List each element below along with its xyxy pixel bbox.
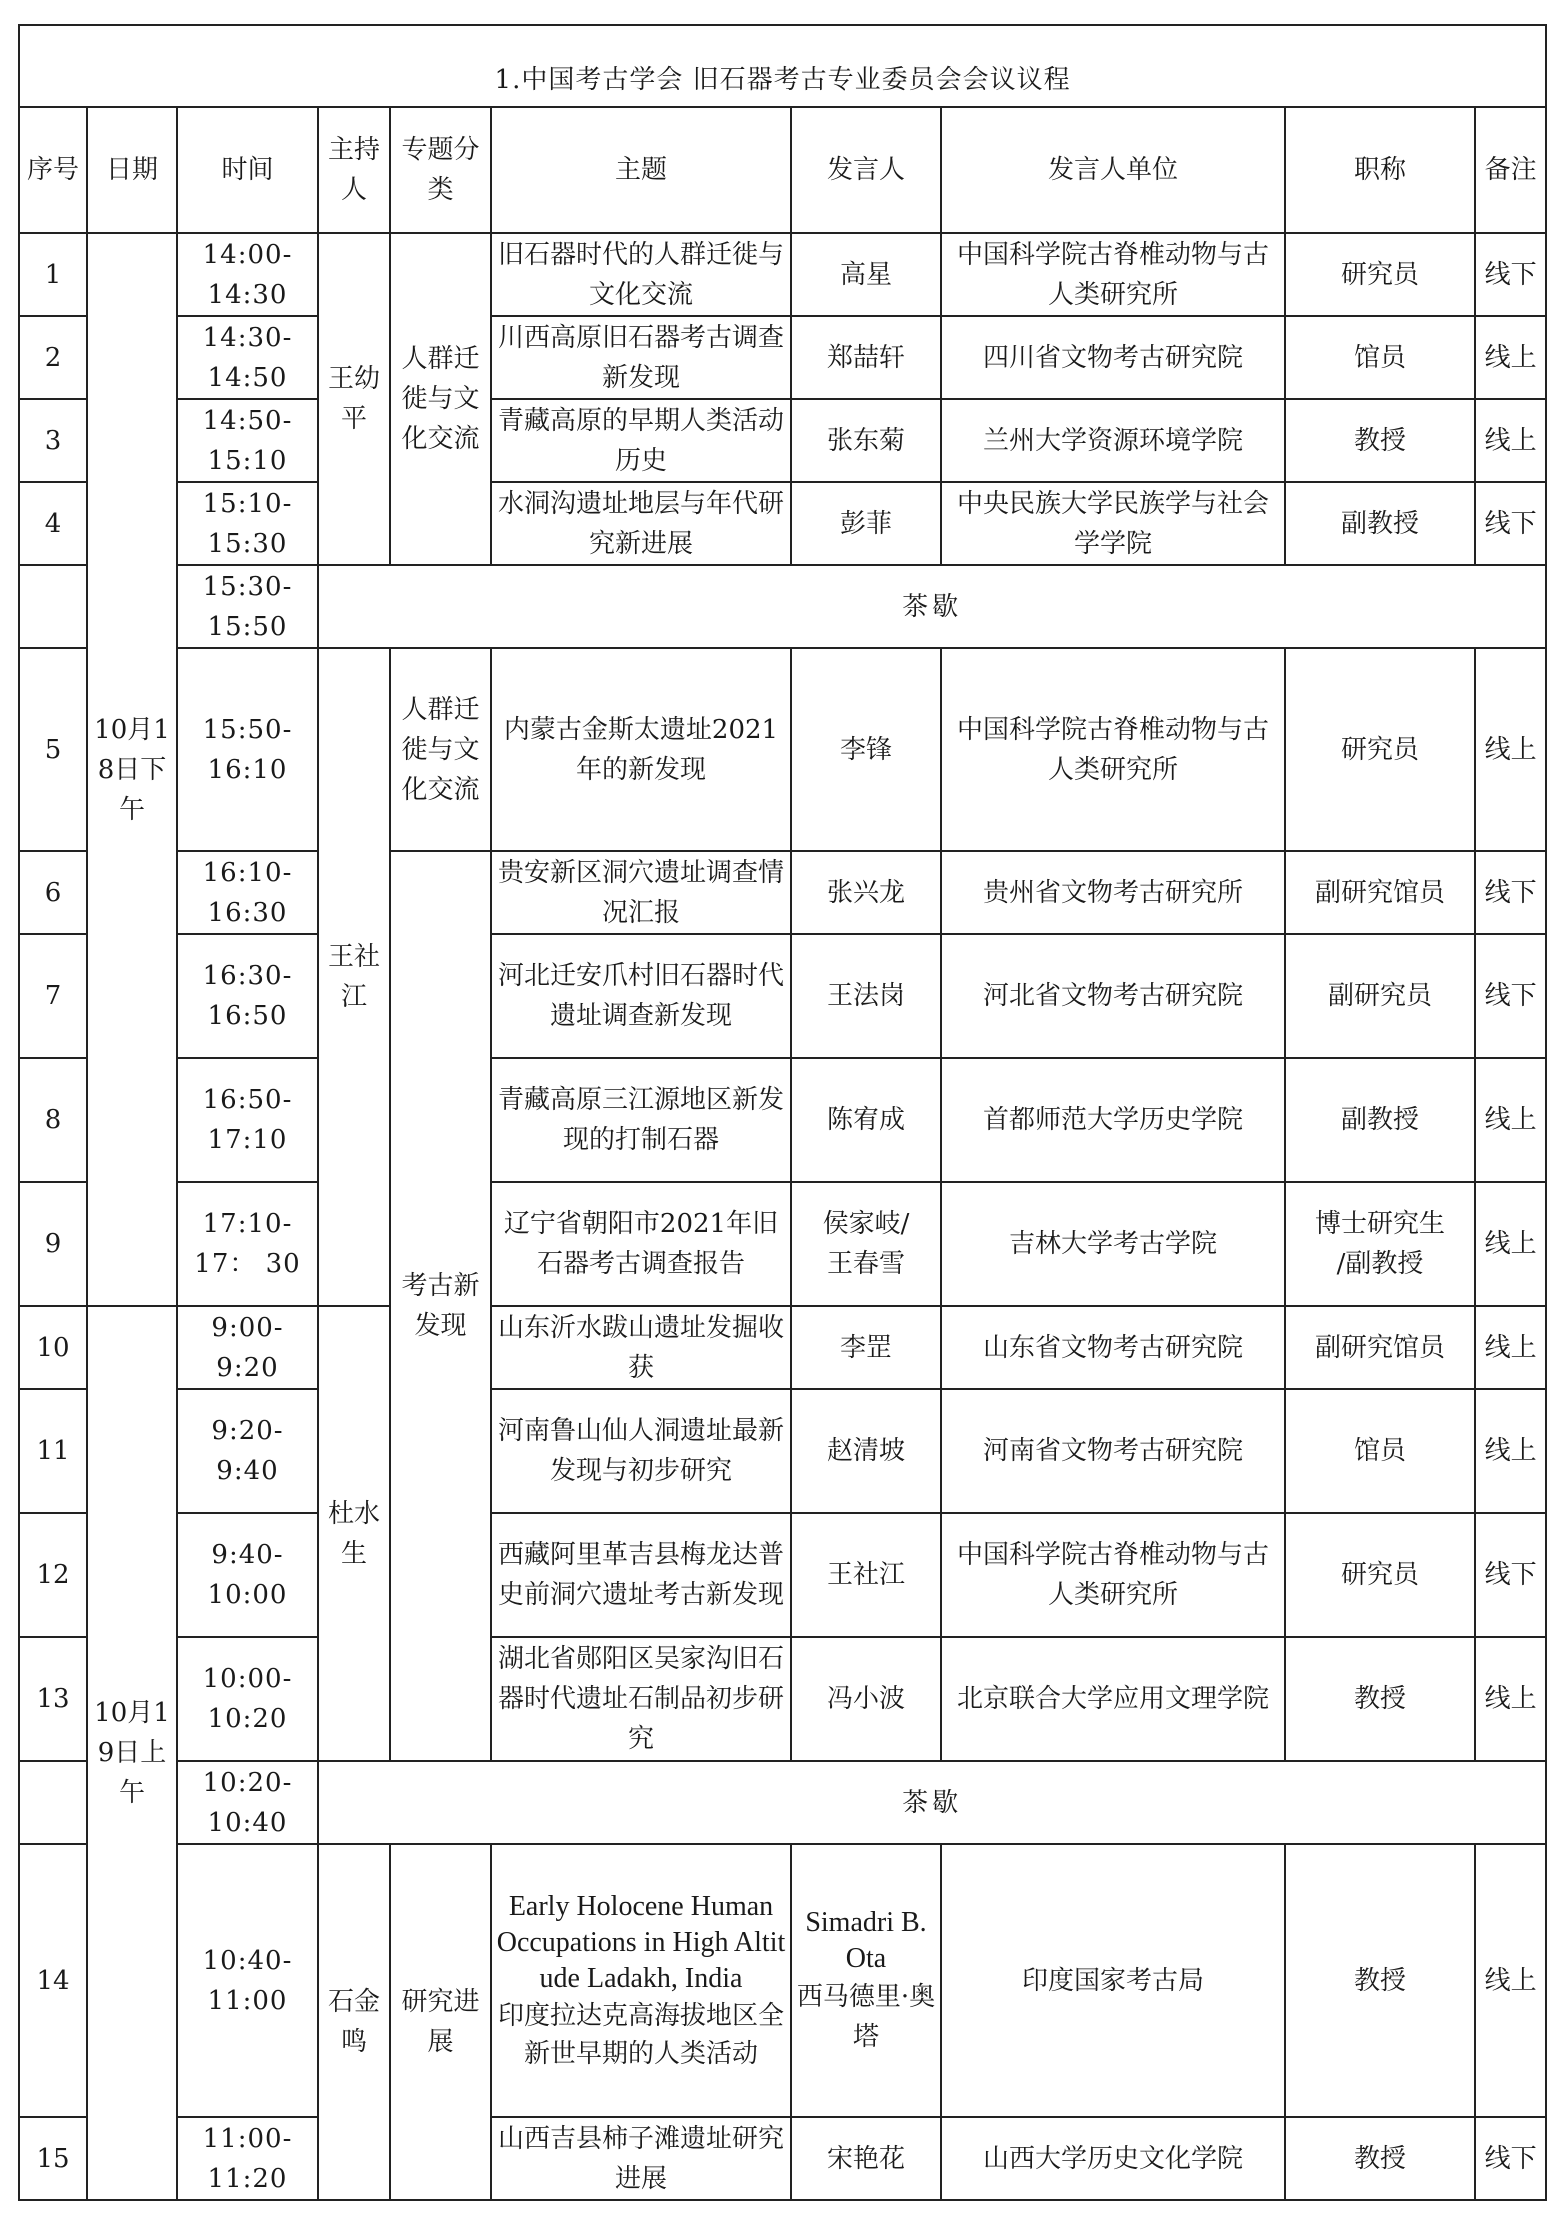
- table-row: [19, 1182, 1546, 1306]
- cell-no: [19, 565, 87, 648]
- cell-unit: 山西大学历史文化学院: [941, 2117, 1285, 2200]
- table-row: [19, 2117, 1546, 2200]
- host-cell: 王社江: [318, 648, 390, 1306]
- cell-no: 4: [19, 482, 87, 565]
- cell-remark: 线上: [1475, 1058, 1546, 1182]
- cell-rank: 教授: [1285, 2117, 1475, 2200]
- cell-topic: 西藏阿里革吉县梅龙达普史前洞穴遗址考古新发现: [491, 1513, 791, 1637]
- cell-unit: 中央民族大学民族学与社会学学院: [941, 482, 1285, 565]
- cell-no: 1: [19, 233, 87, 316]
- date-cell-oct18: 10月18日下午: [87, 233, 177, 1306]
- cell-rank: 教授: [1285, 399, 1475, 482]
- cell-topic: 河南鲁山仙人洞遗址最新发现与初步研究: [491, 1389, 791, 1513]
- cell-time: 10:00- 10:20: [177, 1637, 318, 1761]
- cell-topic: 水洞沟遗址地层与年代研究新进展: [491, 482, 791, 565]
- cell-unit: 中国科学院古脊椎动物与古人类研究所: [941, 1513, 1285, 1637]
- topic-chinese: 印度拉达克高海拔地区全新世早期的人类活动: [497, 2000, 784, 2069]
- cell-time: 15:50- 16:10: [177, 648, 318, 851]
- cell-rank: 馆员: [1285, 1389, 1475, 1513]
- cell-remark: 线下: [1475, 851, 1546, 934]
- cell-rank: 副教授: [1285, 482, 1475, 565]
- cell-unit: 中国科学院古脊椎动物与古人类研究所: [941, 233, 1285, 316]
- cell-no: 15: [19, 2117, 87, 2200]
- cell-remark: 线下: [1475, 934, 1546, 1058]
- cell-no: 3: [19, 399, 87, 482]
- cell-speaker: 侯家岐/ 王春雪: [791, 1182, 941, 1306]
- cell-time: 16:30- 16:50: [177, 934, 318, 1058]
- host-cell: 石金鸣: [318, 1844, 390, 2200]
- cell-speaker: 李锋: [791, 648, 941, 851]
- cell-topic: 青藏高原的早期人类活动历史: [491, 399, 791, 482]
- tea-break-label: 茶歇: [318, 1761, 1546, 1844]
- cell-topic: 辽宁省朝阳市2021年旧石器考古调查报告: [491, 1182, 791, 1306]
- cell-time: 10:40- 11:00: [177, 1844, 318, 2117]
- cell-speaker: 赵清坡: [791, 1389, 941, 1513]
- cell-speaker: 李罡: [791, 1306, 941, 1389]
- table-row: [19, 1844, 1546, 2117]
- cell-rank: 研究员: [1285, 1513, 1475, 1637]
- speaker-english: Simadri B. Ota: [805, 1906, 927, 1974]
- cell-speaker: 张兴龙: [791, 851, 941, 934]
- cell-rank: 教授: [1285, 1637, 1475, 1761]
- cell-unit: 首都师范大学历史学院: [941, 1058, 1285, 1182]
- cell-no: 11: [19, 1389, 87, 1513]
- cell-time: 9:00- 9:20: [177, 1306, 318, 1389]
- cell-rank: 研究员: [1285, 648, 1475, 851]
- cell-speaker: 陈宥成: [791, 1058, 941, 1182]
- tea-break-label: 茶歇: [318, 565, 1546, 648]
- cell-remark: 线下: [1475, 482, 1546, 565]
- cell-speaker: [791, 1844, 941, 2117]
- cell-remark: 线上: [1475, 1844, 1546, 2117]
- cell-speaker: 王社江: [791, 1513, 941, 1637]
- cell-speaker: 张东菊: [791, 399, 941, 482]
- header-topic: 主题: [491, 107, 791, 233]
- category-cell: 考古新发现: [390, 851, 491, 1761]
- cell-remark: 线上: [1475, 1306, 1546, 1389]
- cell-speaker: 王法岗: [791, 934, 941, 1058]
- cell-remark: 线下: [1475, 2117, 1546, 2200]
- cell-topic: 山西吉县柿子滩遗址研究进展: [491, 2117, 791, 2200]
- cell-topic: 贵安新区洞穴遗址调查情况汇报: [491, 851, 791, 934]
- agenda-table: [18, 24, 1547, 2201]
- cell-time: 14:00- 14:30: [177, 233, 318, 316]
- cell-no: 6: [19, 851, 87, 934]
- cell-no: 5: [19, 648, 87, 851]
- cell-remark: 线下: [1475, 233, 1546, 316]
- cell-remark: 线上: [1475, 648, 1546, 851]
- speaker-chinese: 西马德里·奥塔: [796, 1981, 936, 2052]
- cell-topic: [491, 1844, 791, 2117]
- cell-unit: 印度国家考古局: [941, 1844, 1285, 2117]
- cell-unit: 河北省文物考古研究院: [941, 934, 1285, 1058]
- cell-time: 15:30- 15:50: [177, 565, 318, 648]
- header-time: 时间: [177, 107, 318, 233]
- cell-unit: 贵州省文物考古研究所: [941, 851, 1285, 934]
- table-row: [19, 934, 1546, 1058]
- cell-unit: 北京联合大学应用文理学院: [941, 1637, 1285, 1761]
- cell-topic: 旧石器时代的人群迁徙与文化交流: [491, 233, 791, 316]
- cell-rank: 博士研究生 /副教授: [1285, 1182, 1475, 1306]
- cell-time: 9:20- 9:40: [177, 1389, 318, 1513]
- header-speaker: 发言人: [791, 107, 941, 233]
- table-row: [19, 648, 1546, 851]
- category-cell: 人群迁徙与文化交流: [390, 648, 491, 851]
- cell-no: 13: [19, 1637, 87, 1761]
- cell-unit: 山东省文物考古研究院: [941, 1306, 1285, 1389]
- table-row: [19, 482, 1546, 565]
- cell-rank: 副研究馆员: [1285, 1306, 1475, 1389]
- cell-no: 9: [19, 1182, 87, 1306]
- break-row: [19, 1761, 1546, 1844]
- cell-time: 11:00- 11:20: [177, 2117, 318, 2200]
- cell-time: 17:10- 17： 30: [177, 1182, 318, 1306]
- cell-topic: 山东沂水跋山遗址发掘收获: [491, 1306, 791, 1389]
- cell-unit: 四川省文物考古研究院: [941, 316, 1285, 399]
- category-cell: 研究进展: [390, 1844, 491, 2200]
- cell-speaker: 彭菲: [791, 482, 941, 565]
- agenda-sheet: [18, 24, 1547, 2201]
- header-date: 日期: [87, 107, 177, 233]
- table-row: [19, 316, 1546, 399]
- host-cell: 杜水生: [318, 1306, 390, 1761]
- cell-topic: 湖北省郧阳区吴家沟旧石器时代遗址石制品初步研究: [491, 1637, 791, 1761]
- cell-unit: 河南省文物考古研究院: [941, 1389, 1285, 1513]
- table-row: [19, 233, 1546, 316]
- cell-rank: 副研究员: [1285, 934, 1475, 1058]
- cell-no: 10: [19, 1306, 87, 1389]
- cell-topic: 河北迁安爪村旧石器时代遗址调查新发现: [491, 934, 791, 1058]
- cell-rank: 副研究馆员: [1285, 851, 1475, 934]
- host-cell: 王幼平: [318, 233, 390, 565]
- cell-time: 16:50- 17:10: [177, 1058, 318, 1182]
- cell-time: 16:10- 16:30: [177, 851, 318, 934]
- agenda-title: 1.中国考古学会 旧石器考古专业委员会会议议程: [19, 25, 1546, 107]
- topic-english: Early Holocene Human Occupations in High Altitude Ladakh, India: [496, 1890, 786, 1994]
- cell-rank: 教授: [1285, 1844, 1475, 2117]
- cell-remark: 线上: [1475, 399, 1546, 482]
- cell-no: [19, 1761, 87, 1844]
- cell-speaker: 高星: [791, 233, 941, 316]
- header-row: [19, 107, 1546, 233]
- cell-remark: 线上: [1475, 1182, 1546, 1306]
- cell-speaker: 郑喆轩: [791, 316, 941, 399]
- cell-remark: 线上: [1475, 1389, 1546, 1513]
- cell-rank: 副教授: [1285, 1058, 1475, 1182]
- table-row: [19, 1058, 1546, 1182]
- category-cell: 人群迁徙与文化交流: [390, 233, 491, 565]
- cell-remark: 线上: [1475, 316, 1546, 399]
- title-row: [19, 25, 1546, 107]
- cell-time: 14:30- 14:50: [177, 316, 318, 399]
- cell-unit: 中国科学院古脊椎动物与古人类研究所: [941, 648, 1285, 851]
- cell-speaker: 宋艳花: [791, 2117, 941, 2200]
- cell-speaker: 冯小波: [791, 1637, 941, 1761]
- cell-time: 15:10- 15:30: [177, 482, 318, 565]
- cell-unit: 吉林大学考古学院: [941, 1182, 1285, 1306]
- cell-time: 9:40- 10:00: [177, 1513, 318, 1637]
- table-row: [19, 1389, 1546, 1513]
- cell-remark: 线上: [1475, 1637, 1546, 1761]
- table-row: [19, 1513, 1546, 1637]
- table-row: [19, 1637, 1546, 1761]
- cell-topic: 青藏高原三江源地区新发现的打制石器: [491, 1058, 791, 1182]
- cell-time: 10:20- 10:40: [177, 1761, 318, 1844]
- cell-time: 14:50- 15:10: [177, 399, 318, 482]
- cell-no: 12: [19, 1513, 87, 1637]
- cell-no: 7: [19, 934, 87, 1058]
- header-rank: 职称: [1285, 107, 1475, 233]
- header-remark: 备注: [1475, 107, 1546, 233]
- cell-rank: 研究员: [1285, 233, 1475, 316]
- cell-topic: 川西高原旧石器考古调查新发现: [491, 316, 791, 399]
- header-host: 主持人: [318, 107, 390, 233]
- break-row: [19, 565, 1546, 648]
- cell-rank: 馆员: [1285, 316, 1475, 399]
- cell-remark: 线下: [1475, 1513, 1546, 1637]
- table-row: [19, 851, 1546, 934]
- cell-unit: 兰州大学资源环境学院: [941, 399, 1285, 482]
- header-unit: 发言人单位: [941, 107, 1285, 233]
- header-category: 专题分类: [390, 107, 491, 233]
- table-row: [19, 399, 1546, 482]
- header-no: 序号: [19, 107, 87, 233]
- cell-no: 8: [19, 1058, 87, 1182]
- table-row: [19, 1306, 1546, 1389]
- cell-no: 14: [19, 1844, 87, 2117]
- cell-topic: 内蒙古金斯太遗址2021年的新发现: [491, 648, 791, 851]
- cell-no: 2: [19, 316, 87, 399]
- date-cell-oct19: 10月19日上午: [87, 1306, 177, 2200]
